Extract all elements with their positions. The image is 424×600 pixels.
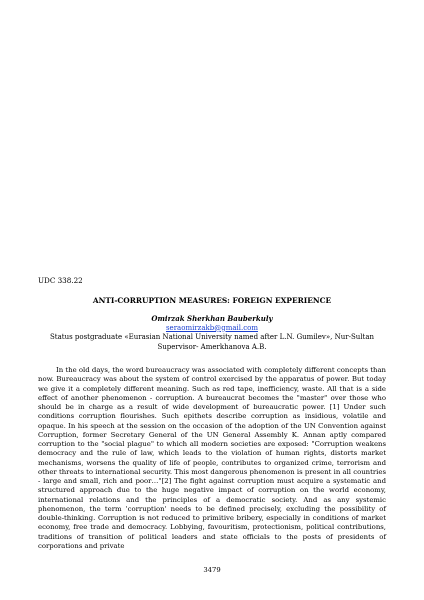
author-affiliation: Status postgraduate «Eurasian National University named after L.N. Gumilev», Nur-Sultan <box>49 333 375 342</box>
author-block <box>38 314 386 352</box>
author-email-link[interactable]: seraomirzakb@gmail.com <box>165 323 259 332</box>
page-number: 3479 <box>203 566 221 574</box>
author-name: Omirzak Sherkhan Bauberkuly <box>151 314 273 323</box>
body-paragraph: In the old days, the word bureaucracy was associated with completely different concepts than now. Bureaucracy was about the system of control exercised by the apparatus of power. But today we give it a completely different meaning. Such as red tape, inefficiency, waste. All that is a side effect of another phenomenon - corruption. A bureaucrat becomes the "master" over those who should be in charge as a result of wide development of bureaucratic power. [1] Under such conditions corruption flourishes. Such epithets describe corruption as insidious, volatile and opaque. In his speech at the session on the occasion of the adoption of the UN Convention against Corruption, former Secretary General of the UN General Assembly K. Annan aptly compared corruption to the "social plague" to which all modern societies are exposed: "Corruption weakens democracy and the rule of law, which leads to the violation of human rights, distorts market mechanisms, worsens the quality of life of people, contributes to organized crime, terrorism and other threats to international security. This most dangerous phenomenon is present in all countries - large and small, rich and poor…"[2] The fight against corruption must acquire a systematic and structured approach due to the huge negative impact of corruption on the world economy, international relations and the principles of a democratic society. And as any systemic phenomenon, the term 'corruption' needs to be defined precisely, excluding the possibility of double-thinking. Corruption is not reduced to primitive bribery, especially in conditions of market economy, free trade and democracy. Lobbying, favouritism, protectionism, political contributions, traditions of transition of political leaders and state officials to the posts of presidents of corporations and private <box>38 366 386 550</box>
udc-code: UDC 338.22 <box>38 276 83 285</box>
supervisor-line: Supervisor- Amerkhanova A.B. <box>157 342 267 351</box>
article-title: ANTI-CORRUPTION MEASURES: FOREIGN EXPERIENCE <box>92 296 332 305</box>
